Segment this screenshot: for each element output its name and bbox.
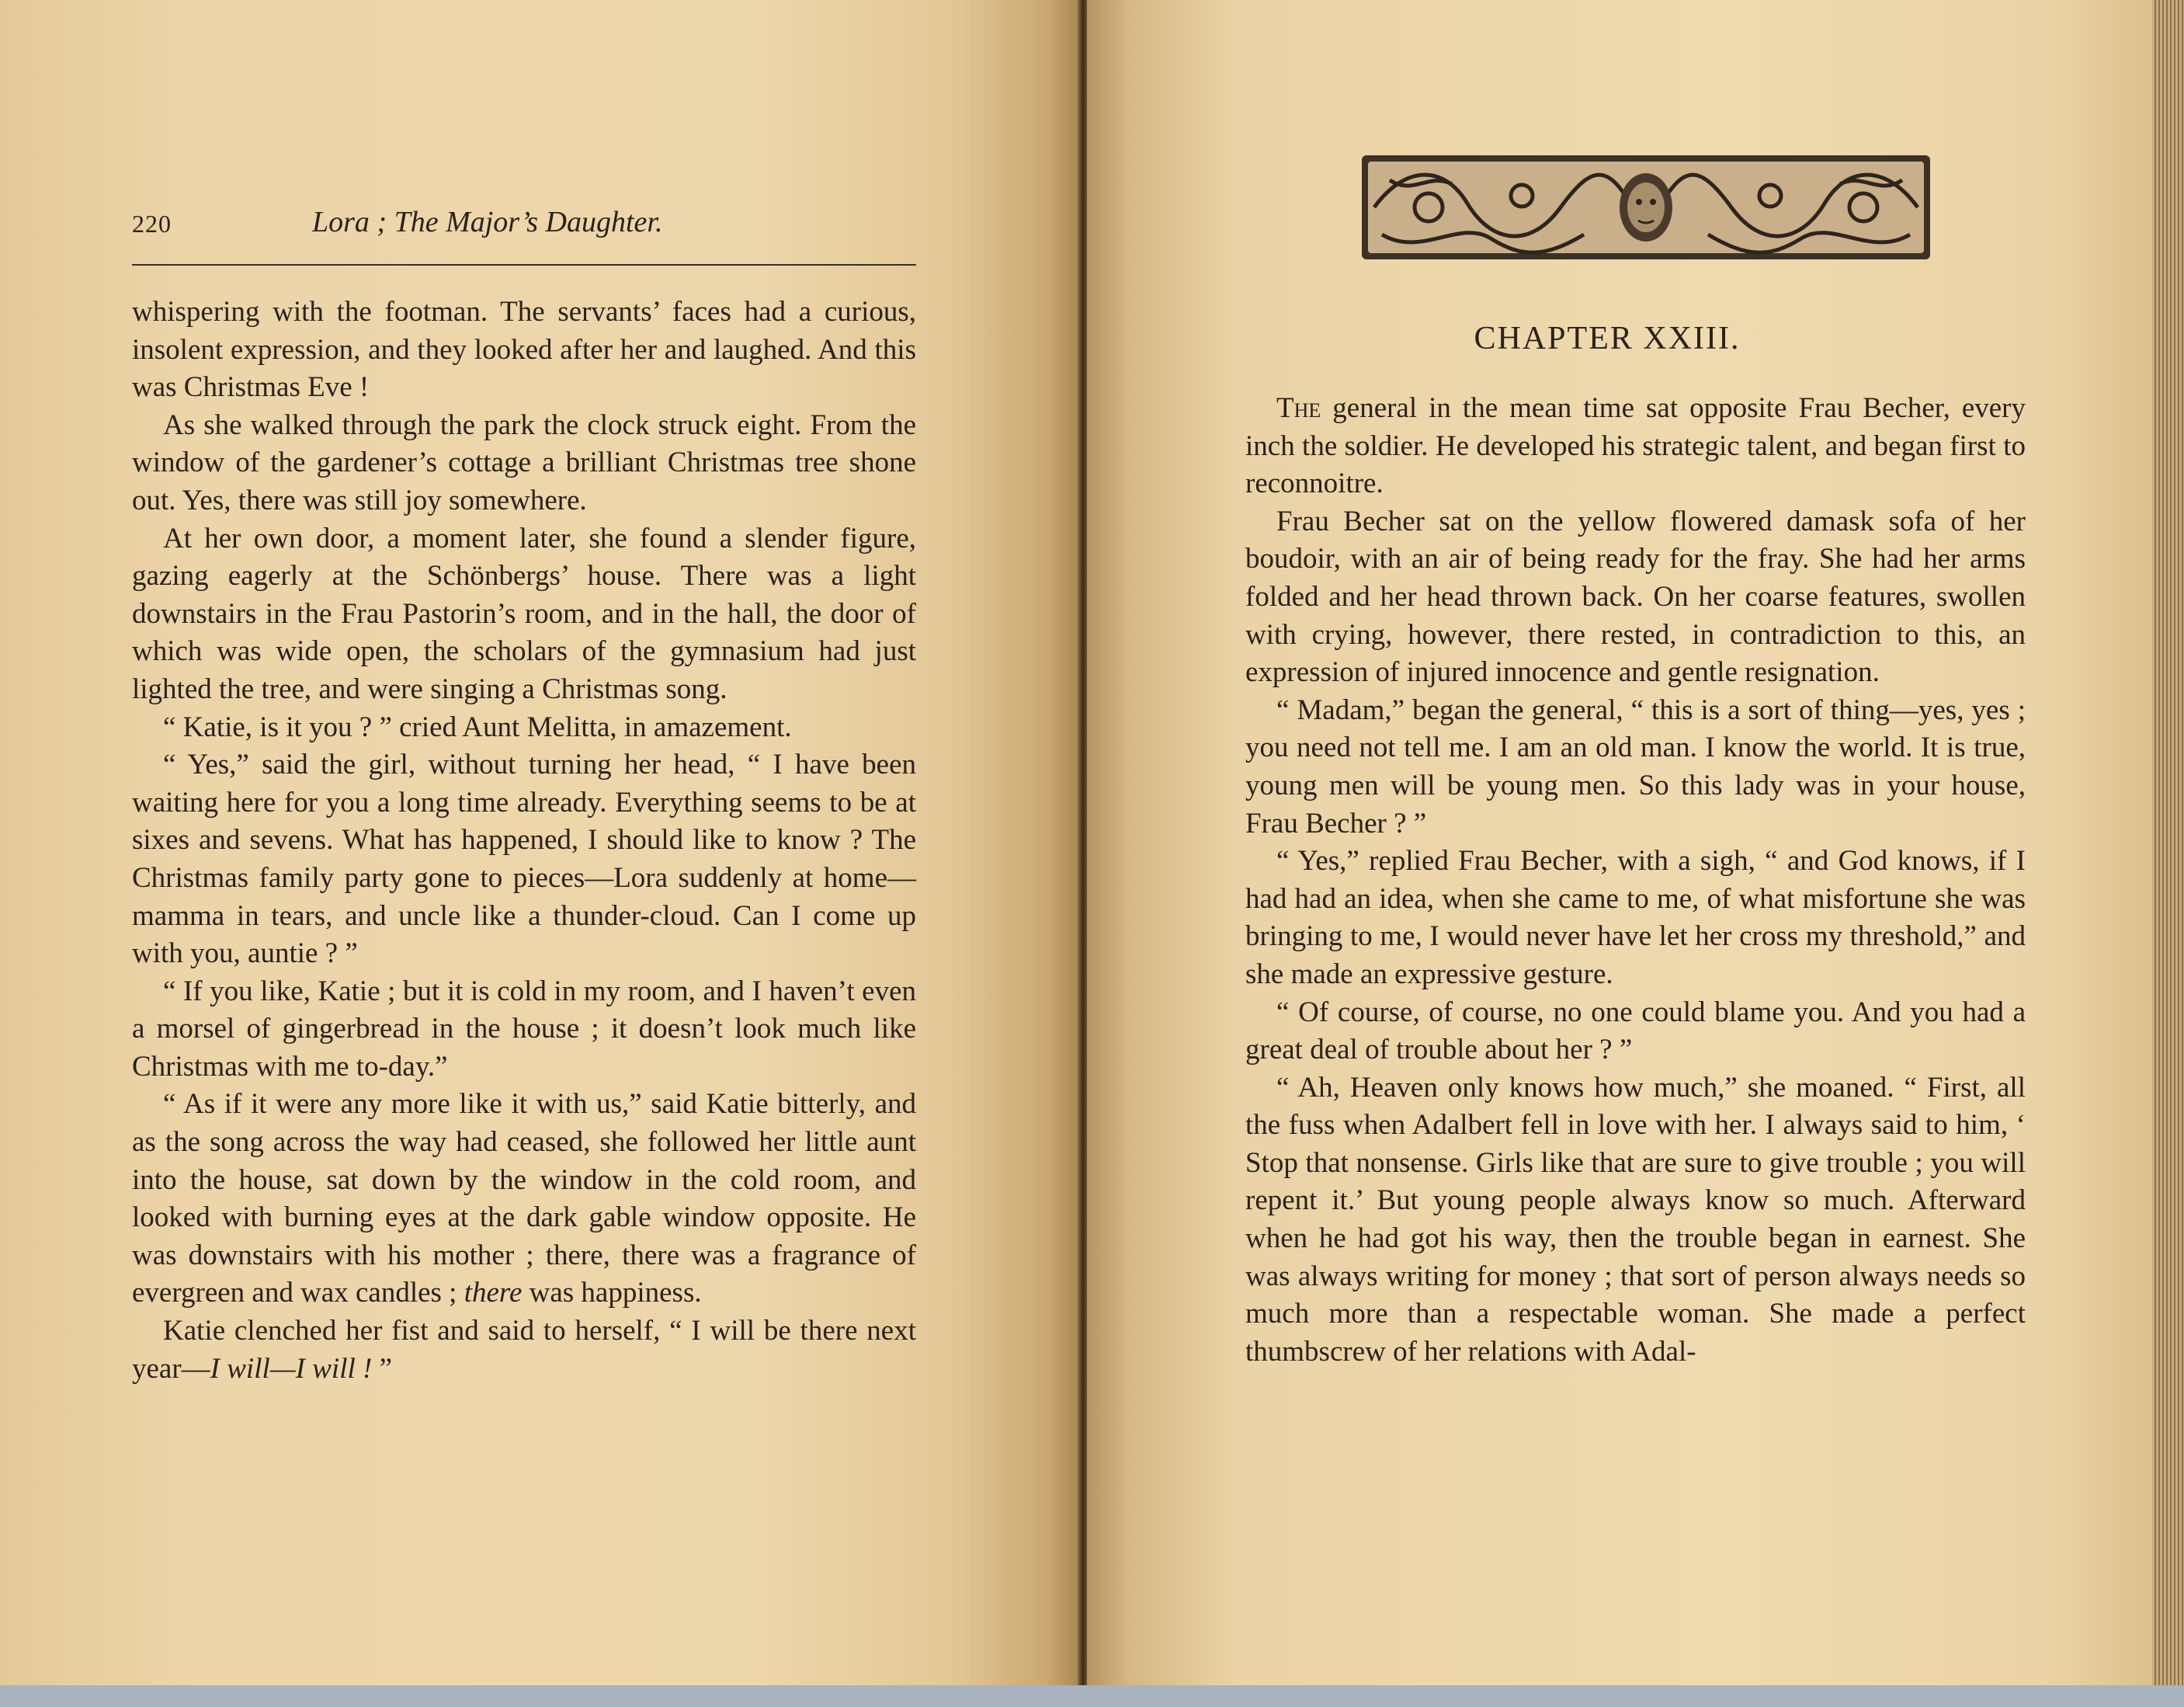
running-title: Lora ; The Major’s Daughter. [312, 206, 663, 238]
paragraph [1245, 390, 2026, 503]
lead-word: The [1276, 392, 1321, 424]
right-page [1087, 0, 2154, 1685]
right-page-text [1245, 390, 2026, 1371]
paragraph: Frau Becher sat on the yellow flowered damask sofa of her boudoir, with an air of being ready for the fray. She had her arms folded and her head thrown back. On her coarse features, swollen with crying, however, there rested, in contradiction to this, an expression of injured innocence and gentle resignation. [1245, 505, 2026, 689]
closing-quote: ” [372, 1352, 393, 1385]
paragraph: As she walked through the park the clock struck eight. From the window of the gardener’s cottage a brilliant Christmas tree shone out. Yes, there was still joy somewhere. [132, 408, 916, 516]
paragraph-text: Katie clenched her fist and said to herself, “ I will be there next year— [132, 1315, 916, 1385]
paragraph-text: general in the mean time sat opposite Frau Becher, every inch the soldier. He developed his strategic talent, and began first to reconnoitre. [1245, 392, 2026, 500]
page-edges [2152, 0, 2184, 1685]
chapter-heading: CHAPTER XXIII. [1474, 321, 1741, 356]
paragraph: “ Yes,” said the girl, without turning her head, “ I have been waiting here for you a long time already. Everything seems to be at sixes and sevens. What has happened, I should like to know ? The Christmas family party gone to pieces—Lora suddenly at home—mamma in tears, and uncle like a thunder-cloud. Can I come up with you, auntie ? ” [132, 749, 916, 970]
paragraph: “ Ah, Heaven only knows how much,” she moaned. “ First, all the fuss when Adalbert fell in love with her. I always said to him, ‘ Stop that nonsense. Girls like that are sure to give trouble ; you will repent it.’ But young people always know so much. Afterward when he had got his way, then the trouble began in earnest. She was always writing for money ; that sort of person always needs so much more than a respectable woman. She made a perfect thumbscrew of her relations with Adal- [1245, 1071, 2026, 1368]
header-rule [132, 264, 916, 266]
paragraph: “ Katie, is it you ? ” cried Aunt Melitta, in amazement. [163, 711, 792, 743]
ornamental-headpiece-icon [1359, 149, 1933, 266]
italic-phrase: I will—I will ! [210, 1352, 373, 1385]
paragraph: “ If you like, Katie ; but it is cold in my room, and I haven’t even a morsel of gingerbread in the house ; it doesn’t look much like Christmas with me to-day.” [132, 975, 916, 1083]
paragraph: “ Yes,” replied Frau Becher, with a sigh, “ and God knows, if I had had an idea, when she came to me, of what misfortune she was bringing to me, I would never have let her cross my threshold,” and she made an expressive gesture. [1245, 845, 2026, 990]
italic-word: there [464, 1277, 523, 1309]
paragraph: whispering with the footman. The servants’ faces had a curious, insolent expression, and they looked after her and laughed. And this was Christmas Eve ! [132, 296, 916, 404]
paragraph: “ Of course, of course, no one could blame you. And you had a great deal of trouble about her ? ” [1245, 996, 2026, 1066]
paragraph-text: “ As if it were any more like it with us,” said Katie bitterly, and as the song across the way had ceased, she followed her little aunt into the house, sat down by the window in the cold room, and looked with burning eyes at the dark gable window opposite. He was downstairs with his mother ; there, there was a fragrance of evergreen and wax candles ; [132, 1088, 916, 1309]
paragraph [132, 1312, 916, 1388]
running-head [132, 206, 912, 256]
paragraph: At her own door, a moment later, she found a slender figure, gazing eagerly at the Schönbergs’ house. There was a light downstairs in the Frau Pastorin’s room, and in the hall, the door of which was wide open, the scholars of the gymnasium had just lighted the tree, and were singing a Christmas song. [132, 522, 916, 705]
page-number: 220 [132, 210, 172, 238]
left-page [0, 0, 1079, 1685]
paragraph-text: was happiness. [529, 1277, 702, 1309]
paragraph: “ Madam,” began the general, “ this is a sort of thing—yes, yes ; you need not tell me. I am an old man. I know the world. It is true, young men will be young men. So this lady was in your house, Frau Becher ? ” [1245, 694, 2026, 840]
paragraph [132, 1086, 916, 1312]
left-page-text [132, 294, 916, 1388]
